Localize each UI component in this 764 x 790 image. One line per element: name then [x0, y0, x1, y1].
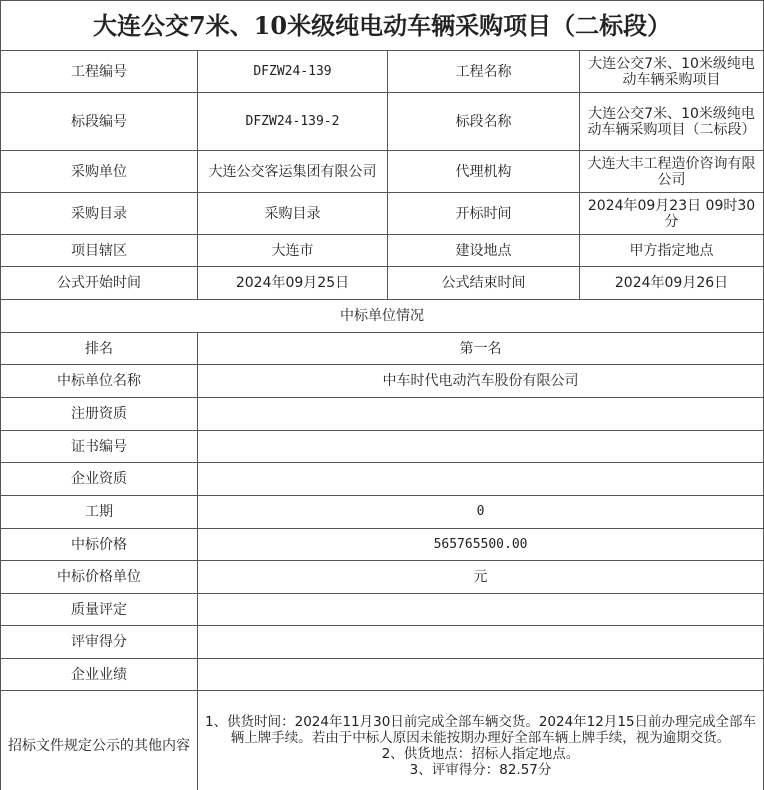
- row-certificate: [1, 431, 764, 463]
- label-other-content: 招标文件规定公示的其他内容: [1, 691, 198, 790]
- label-qualification: 企业资质: [1, 463, 198, 496]
- value-agency: 大连大丰工程造价咨询有限公司: [580, 151, 764, 193]
- row-price-unit: [1, 561, 764, 594]
- label-purchaser: 采购单位: [1, 151, 198, 193]
- value-qualification: [198, 463, 764, 496]
- value-score: [198, 626, 764, 659]
- winner-section-heading: 中标单位情况: [1, 300, 764, 333]
- row-price: [1, 529, 764, 561]
- row-duration: [1, 496, 764, 529]
- value-site: 甲方指定地点: [580, 235, 764, 267]
- row-score: [1, 626, 764, 659]
- row-registration: [1, 398, 764, 431]
- row-district: [1, 235, 764, 267]
- row-other-content: [1, 691, 764, 790]
- label-section-no: 标段编号: [1, 93, 198, 151]
- label-open-time: 开标时间: [388, 193, 580, 235]
- value-notice-start: 2024年09月25日: [198, 267, 388, 300]
- label-duration: 工期: [1, 496, 198, 529]
- label-notice-end: 公式结束时间: [388, 267, 580, 300]
- label-certificate: 证书编号: [1, 431, 198, 463]
- value-performance: [198, 659, 764, 691]
- row-section: [1, 93, 764, 151]
- label-score: 评审得分: [1, 626, 198, 659]
- label-project-name: 工程名称: [388, 51, 580, 93]
- value-winner-name: 中车时代电动汽车股份有限公司: [198, 365, 764, 398]
- label-site: 建设地点: [388, 235, 580, 267]
- row-quality: [1, 594, 764, 626]
- page-title: 大连公交7米、10米级纯电动车辆采购项目（二标段）: [1, 1, 764, 51]
- row-purchaser: [1, 151, 764, 193]
- row-rank: [1, 333, 764, 365]
- value-price: 565765500.00: [198, 529, 764, 561]
- other-content-line-2: 2、供货地点：招标人指定地点。: [381, 745, 580, 762]
- value-project-name: 大连公交7米、10米级纯电动车辆采购项目: [580, 51, 764, 93]
- value-project-no: DFZW24-139: [198, 51, 388, 93]
- value-rank: 第一名: [198, 333, 764, 365]
- label-performance: 企业业绩: [1, 659, 198, 691]
- value-certificate: [198, 431, 764, 463]
- label-quality: 质量评定: [1, 594, 198, 626]
- row-notice-period: [1, 267, 764, 300]
- title-row: [1, 1, 764, 51]
- value-open-time: 2024年09月23日 09时30分: [580, 193, 764, 235]
- value-purchaser: 大连公交客运集团有限公司: [198, 151, 388, 193]
- value-notice-end: 2024年09月26日: [580, 267, 764, 300]
- value-catalog: 采购目录: [198, 193, 388, 235]
- row-project: [1, 51, 764, 93]
- row-catalog: [1, 193, 764, 235]
- label-price: 中标价格: [1, 529, 198, 561]
- label-catalog: 采购目录: [1, 193, 198, 235]
- other-content-line-3: 3、评审得分：82.57分: [409, 761, 552, 778]
- label-district: 项目辖区: [1, 235, 198, 267]
- other-content-line-1: 1、供货时间：2024年11月30日前完成全部车辆交货。2024年12月15日前办理完成全部车辆上牌手续。若由于中标人原因未能按期办理好全部车辆上牌手续，视为逾期交货。: [205, 713, 757, 746]
- value-price-unit: 元: [198, 561, 764, 594]
- value-section-name: 大连公交7米、10米级纯电动车辆采购项目（二标段）: [580, 93, 764, 151]
- value-section-no: DFZW24-139-2: [198, 93, 388, 151]
- row-qualification: [1, 463, 764, 496]
- label-project-no: 工程编号: [1, 51, 198, 93]
- value-registration: [198, 398, 764, 431]
- value-other-content: [198, 691, 764, 790]
- label-agency: 代理机构: [388, 151, 580, 193]
- label-notice-start: 公式开始时间: [1, 267, 198, 300]
- value-district: 大连市: [198, 235, 388, 267]
- label-rank: 排名: [1, 333, 198, 365]
- label-registration: 注册资质: [1, 398, 198, 431]
- label-winner-name: 中标单位名称: [1, 365, 198, 398]
- row-winner-name: [1, 365, 764, 398]
- label-price-unit: 中标价格单位: [1, 561, 198, 594]
- row-performance: [1, 659, 764, 691]
- row-winner-heading: [1, 300, 764, 333]
- value-duration: 0: [198, 496, 764, 529]
- label-section-name: 标段名称: [388, 93, 580, 151]
- value-quality: [198, 594, 764, 626]
